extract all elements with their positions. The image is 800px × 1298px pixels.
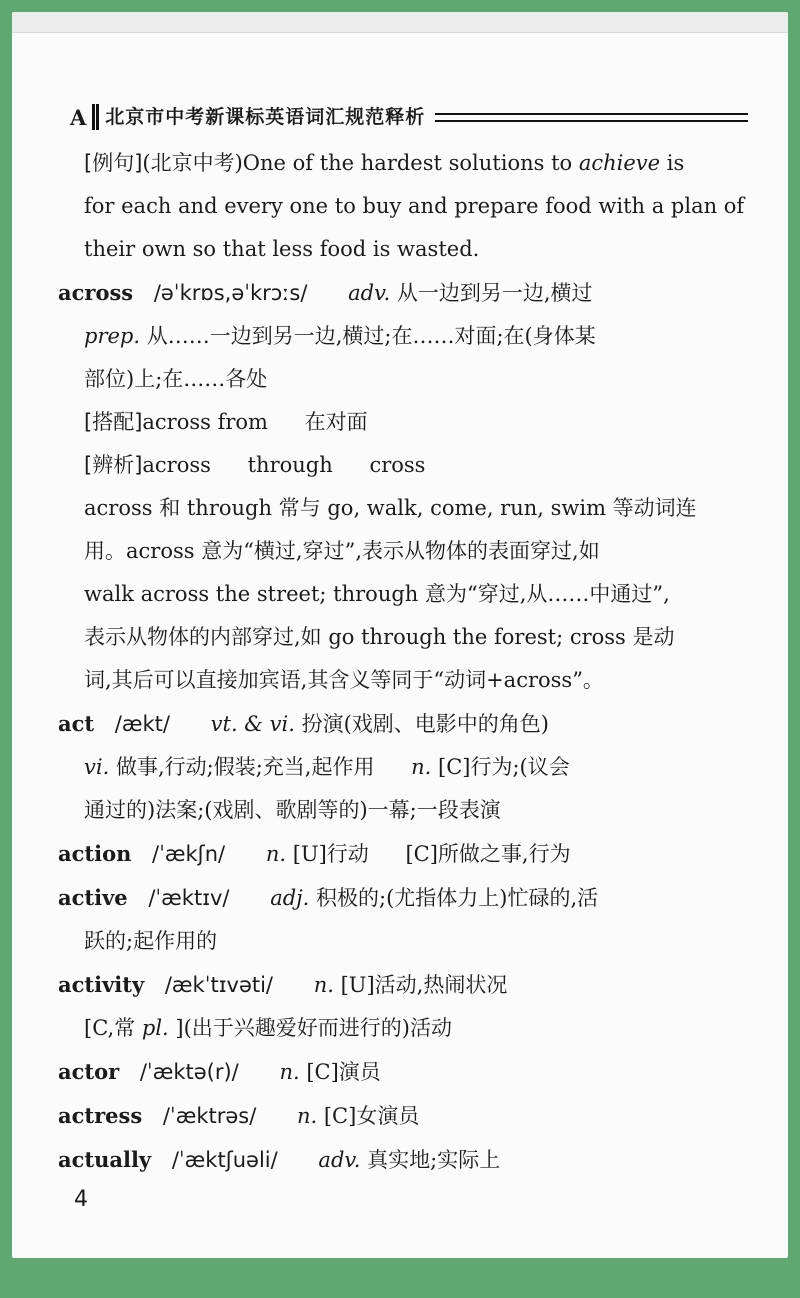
definition: 做事,行动;假装;充当,起作用 [109, 755, 375, 779]
usage-note: 词,其后可以直接加宾语,其含义等同于“动词+across”。 [84, 668, 604, 692]
definition: 从……一边到另一边,横过;在……对面;在(身体某 [140, 324, 596, 348]
phonetic: /ˈæktrəs/ [162, 1104, 257, 1128]
dictionary-page [12, 12, 788, 1258]
part-of-speech: prep. [84, 324, 141, 348]
entry-act: act /ækt/ vt. & vi. 扮演(戏剧、电影中的角色) vi. 做事,行动;假装;充当,起作用 n. [C]行为;(议会 通过的)法案;(戏剧、歌剧等的)一幕;一段表演 [58, 711, 570, 822]
page-content [58, 92, 748, 1182]
definition: [C]行为;(议会 [431, 755, 570, 779]
entry-across: across /əˈkrɒs,əˈkrɔːs/ adv. 从一边到另一边,横过 prep. 从……一边到另一边,横过;在……对面;在(身体某 部位)上;在……各处 [搭配]across from 在对面 [辨析]across through cross across 和 through 常与 go, walk, come, run, swim 等动词连 用。across 意为“横过,穿过”,表示从物体的表面穿过,如 walk across the street; through 意为“穿过,从……中通过”, 表示从物体的内部穿过,如 go through the forest; cross 是动 词,其后可以直接加宾语,其含义等同于“动词+across”。 [58, 271, 748, 702]
definition: [C]演员 [299, 1060, 381, 1084]
example-source: (北京中考) [142, 151, 243, 175]
usage-note: across 和 through 常与 go, walk, come, run, swim 等动词连 [84, 496, 697, 520]
example-block: [例句](北京中考)One of the hardest solutions to achieve is for each and every one to buy and prepare food with a plan of their own so that less food is wasted. [84, 151, 745, 261]
usage-note: walk across the street; through 意为“穿过,从……中通过”, [84, 582, 670, 606]
entry-action [58, 832, 748, 876]
definition: [C]所做之事,行为 [405, 842, 571, 866]
headword: actor [58, 1059, 120, 1084]
definition: [U]行动 [286, 842, 369, 866]
part-of-speech: vt. & vi. [210, 712, 295, 736]
headword: active [58, 885, 128, 910]
phonetic: /ˈæktʃuəli/ [171, 1148, 278, 1172]
section-letter: A [70, 104, 87, 130]
collocation-tag: [搭配] [84, 410, 143, 434]
entry-active: active /ˈæktɪv/ adj. 积极的;(尤指体力上)忙碌的,活 跃的;起作用的 [58, 885, 599, 953]
headword: actually [58, 1147, 152, 1172]
usage-note: 用。across 意为“横过,穿过”,表示从物体的表面穿过,如 [84, 539, 600, 563]
book-title: 北京市中考新课标英语词汇规范释析 [105, 105, 426, 128]
phonetic: /ˈæktə(r)/ [139, 1060, 239, 1084]
headword: act [58, 711, 95, 736]
phonetic: /ækˈtɪvəti/ [164, 973, 274, 997]
part-of-speech: n. [411, 755, 432, 779]
part-of-speech: adj. [270, 886, 310, 910]
entry-actress [58, 1094, 748, 1138]
definition: [U]活动,热闹状况 [333, 973, 508, 997]
discrimination-tag: [辨析] [84, 453, 143, 477]
definition: 扮演(戏剧、电影中的角色) [294, 712, 549, 736]
headword: actress [58, 1103, 143, 1128]
phonetic: /ˈæktɪv/ [148, 886, 230, 910]
page-top-strip [12, 12, 788, 33]
example-tag: [例句] [84, 151, 143, 175]
part-of-speech: n. [279, 1060, 300, 1084]
phonetic: /ˈækʃn/ [152, 842, 226, 866]
part-of-speech: n. [265, 842, 287, 866]
page-number: 4 [74, 1187, 88, 1212]
disc-word: across [142, 453, 211, 477]
running-header [70, 92, 748, 142]
part-of-speech: vi. [84, 755, 110, 779]
headword: activity [58, 972, 145, 997]
definition: 积极的;(尤指体力上)忙碌的,活 [309, 886, 599, 910]
part-of-speech: adv. [318, 1148, 361, 1172]
definition: [C]女演员 [317, 1104, 420, 1128]
usage-note: 表示从物体的内部穿过,如 go through the forest; cross 是动 [84, 625, 675, 649]
part-of-speech: n. [313, 973, 334, 997]
entry-activity: activity /ækˈtɪvəti/ n. [U]活动,热闹状况 [C,常 pl. ](出于兴趣爱好而进行的)活动 [58, 972, 508, 1040]
definition: 真实地;实际上 [360, 1148, 501, 1172]
collocation-phrase: across from [142, 410, 268, 434]
disc-word: cross [369, 453, 426, 477]
disc-word: through [247, 453, 333, 477]
headword: across [58, 280, 134, 305]
entry-actor [58, 1050, 748, 1094]
definition: 从一边到另一边,横过 [390, 281, 593, 305]
part-of-speech: n. [296, 1104, 318, 1128]
entry-actually [58, 1138, 748, 1182]
headword: action [58, 841, 132, 866]
collocation-meaning: 在对面 [304, 410, 368, 434]
phonetic: /ækt/ [114, 712, 170, 736]
part-of-speech: adv. [348, 281, 391, 305]
header-rule [435, 113, 748, 122]
phonetic: /əˈkrɒs,əˈkrɔːs/ [153, 281, 308, 305]
header-double-bar [92, 104, 99, 130]
